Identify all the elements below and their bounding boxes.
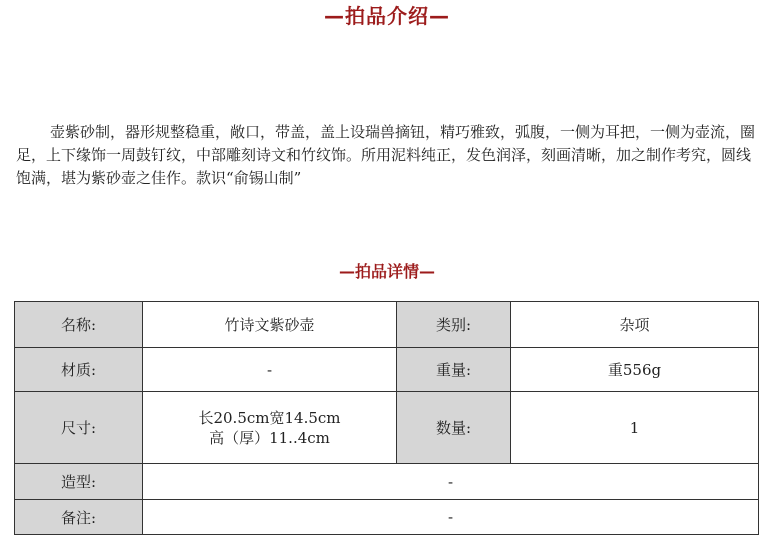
- table-row: [15, 500, 759, 535]
- weight-label: 重量:: [397, 348, 511, 392]
- name-label: 名称:: [15, 302, 143, 348]
- material-value: -: [143, 348, 397, 392]
- shape-label: 造型:: [15, 464, 143, 500]
- size-label: 尺寸:: [15, 392, 143, 464]
- lot-introduction-heading: —拍品介绍—: [324, 4, 450, 28]
- shape-value: -: [143, 464, 759, 500]
- lot-description: 壶紫砂制，器形规整稳重，敞口，带盖，盖上设瑞兽摘钮，精巧雅致，弧腹，一侧为耳把，一侧为壶流，圈足，上下缘饰一周鼓钉纹，中部雕刻诗文和竹纹饰。所用泥料纯正，发色润泽，刻画清晰，加之制作考究，圆线饱满，堪为紫砂壶之佳作。款识“俞锡山制”: [16, 123, 756, 187]
- remark-value: -: [143, 500, 759, 535]
- table-row: [15, 464, 759, 500]
- size-value: [143, 392, 397, 464]
- remark-label: 备注:: [15, 500, 143, 535]
- material-label: 材质:: [15, 348, 143, 392]
- name-value: 竹诗文紫砂壶: [143, 302, 397, 348]
- size-value-line-2: 高（厚）11..4cm: [209, 428, 330, 447]
- quantity-value: 1: [511, 392, 759, 464]
- table-row: [15, 392, 759, 464]
- size-value-line-1: 长20.5cm宽14.5cm: [198, 408, 341, 427]
- lot-details-table: [14, 301, 759, 535]
- quantity-label: 数量:: [397, 392, 511, 464]
- weight-value: 重556g: [511, 348, 759, 392]
- table-row: [15, 348, 759, 392]
- category-label: 类别:: [397, 302, 511, 348]
- category-value: 杂项: [511, 302, 759, 348]
- lot-details-heading: —拍品详情—: [338, 262, 435, 281]
- table-row: [15, 302, 759, 348]
